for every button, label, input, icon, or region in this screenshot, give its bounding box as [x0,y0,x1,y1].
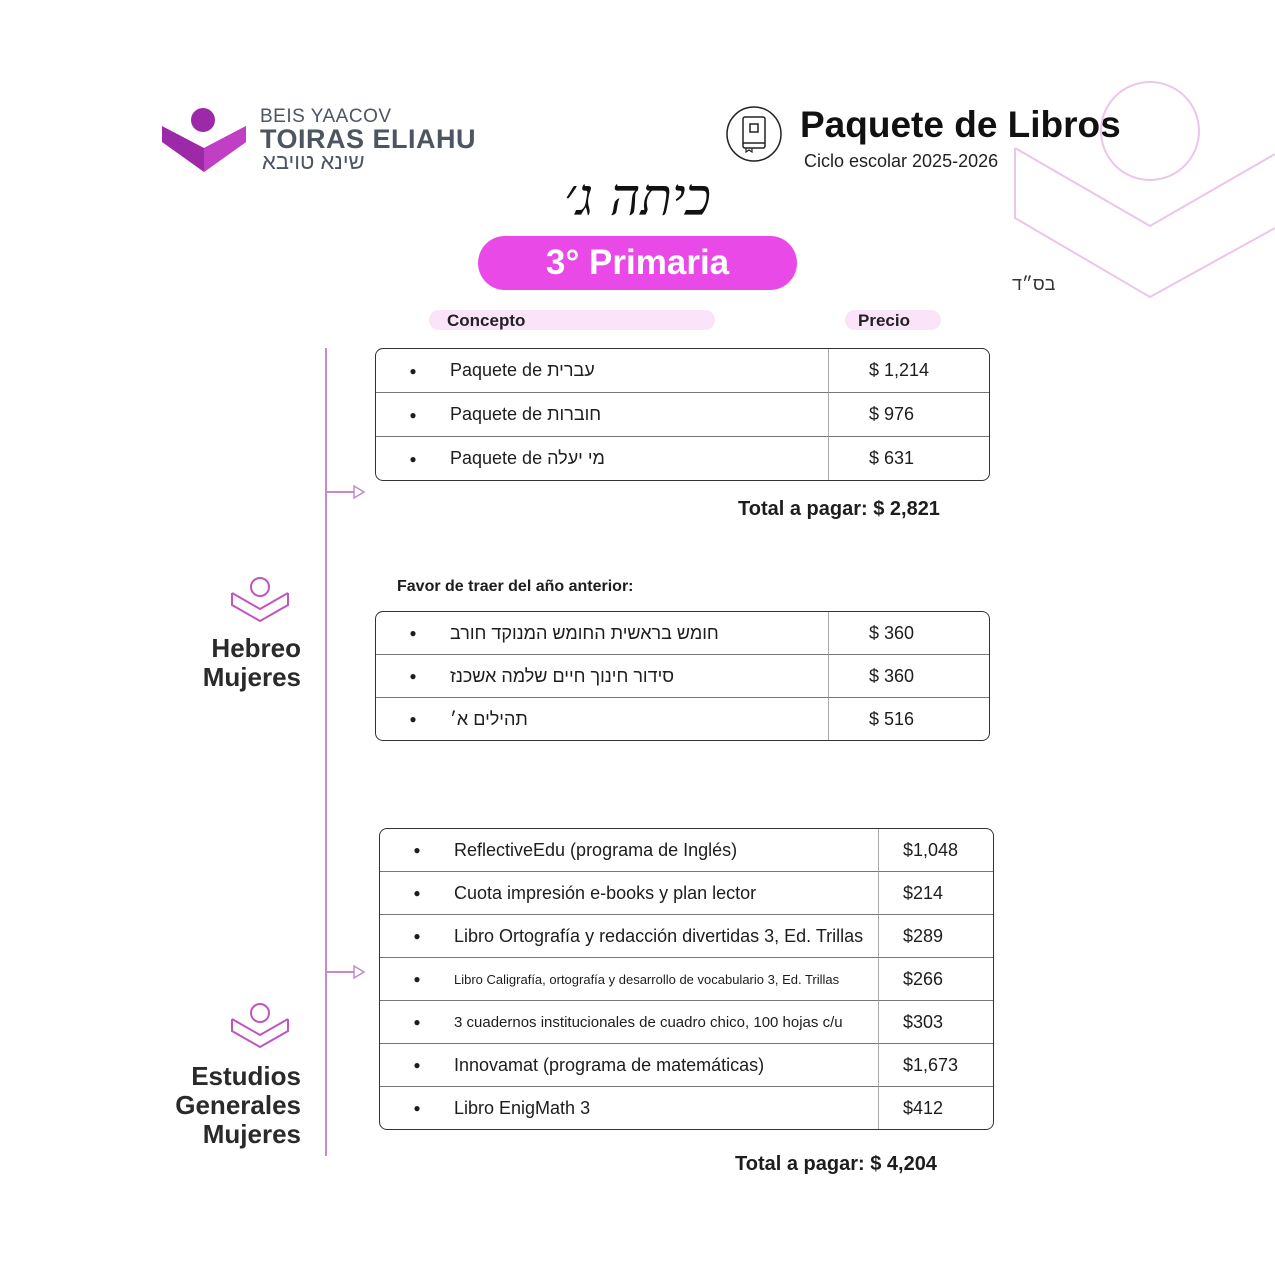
table-row [376,349,989,393]
item-price: $ 976 [828,393,989,437]
bullet: ● [376,349,450,393]
hebreo-section-label: Hebreo Mujeres [202,633,301,692]
bullet: ● [376,393,450,437]
column-header-concepto: Concepto [429,310,715,330]
table-row [376,393,989,437]
table-row [376,655,989,698]
bullet: ● [409,712,417,726]
table-row [380,829,993,872]
item-price: $214 [878,872,993,915]
column-header-precio: Precio [845,310,941,330]
bullet: ● [380,872,454,915]
grade-badge: 3° Primaria [478,236,797,290]
item-name: תהילים א׳ [450,708,528,729]
item-name: 3 cuadernos institucionales de cuadro chico, 100 hojas c/u [454,1001,878,1044]
generales-section-icon [230,1003,290,1049]
item-price: $1,673 [878,1044,993,1087]
table-row [376,698,989,740]
previous-year-note: Favor de traer del año anterior: [397,578,634,595]
generales-total: Total a pagar: $ 4,204 [735,1153,937,1175]
bullet: ● [380,958,454,1001]
item-price: $289 [878,915,993,958]
item-price: $303 [878,1001,993,1044]
table-row [376,612,989,655]
item-name: Innovamat (programa de matemáticas) [454,1044,878,1087]
item-name: חומש בראשית החומש המנוקד חורב [450,612,828,655]
hebrew-grade-title: כיתה ג׳ [564,168,711,228]
item-price: $ 1,214 [828,349,989,393]
arrow-right-icon [326,485,366,499]
item-price: $ 360 [828,655,989,698]
item-name: Libro Caligrafía, ortografía y desarrollo de vocabulario 3, Ed. Trillas [454,958,878,1001]
hebreo-items-table [375,348,990,481]
bullet: ● [380,1001,454,1044]
hebreo-section-icon [230,577,290,623]
bullet: ● [380,829,454,872]
table-row [380,958,993,1001]
item-name: Cuota impresión e-books y plan lector [454,872,878,915]
decorative-logo-outline-icon [1010,78,1275,302]
item-name: Libro EnigMath 3 [454,1097,591,1118]
bullet: ● [413,1101,421,1115]
bullet: ● [409,451,417,466]
book-icon [726,106,782,162]
logo-text-hebrew: שינא טויבא [262,149,365,174]
page-title: Paquete de Libros [800,104,1121,145]
school-logo-icon [162,106,246,176]
item-price: $ 631 [828,437,989,480]
item-name: סידור חינוך חיים שלמה אשכנז [450,655,828,698]
item-price: $ 516 [828,698,989,740]
item-name: Paquete de עברית [450,349,828,393]
table-row [376,437,989,480]
item-name: ReflectiveEdu (programa de Inglés) [454,829,878,872]
bsd-mark: בס״ד [1012,274,1056,294]
bullet: ● [380,1044,454,1087]
table-row [380,872,993,915]
table-row [380,1044,993,1087]
logo-text-beis-yaacov: BEIS YAACOV [260,106,392,127]
arrow-right-icon [326,965,366,979]
generales-items-table [379,828,994,1130]
item-price: $1,048 [878,829,993,872]
item-name: Paquete de חוברות [450,393,828,437]
generales-section-label: Estudios Generales Mujeres [175,1061,301,1149]
logo-text-toiras-eliahu: TOIRAS ELIAHU [260,124,477,154]
item-name: Libro Ortografía y redacción divertidas 3, Ed. Trillas [454,915,878,958]
item-price: $412 [878,1087,993,1129]
previous-year-items-table [375,611,990,741]
school-year: Ciclo escolar 2025-2026 [804,151,999,171]
item-name: Paquete de מי יעלה [450,448,605,468]
item-price: $266 [878,958,993,1001]
section-connector-line [325,348,327,1156]
item-price: $ 360 [828,612,989,655]
bullet: ● [376,655,450,698]
hebreo-total: Total a pagar: $ 2,821 [738,498,940,520]
bullet: ● [380,915,454,958]
table-row [380,1001,993,1044]
table-row [380,915,993,958]
bullet: ● [376,612,450,655]
table-row [380,1087,993,1129]
